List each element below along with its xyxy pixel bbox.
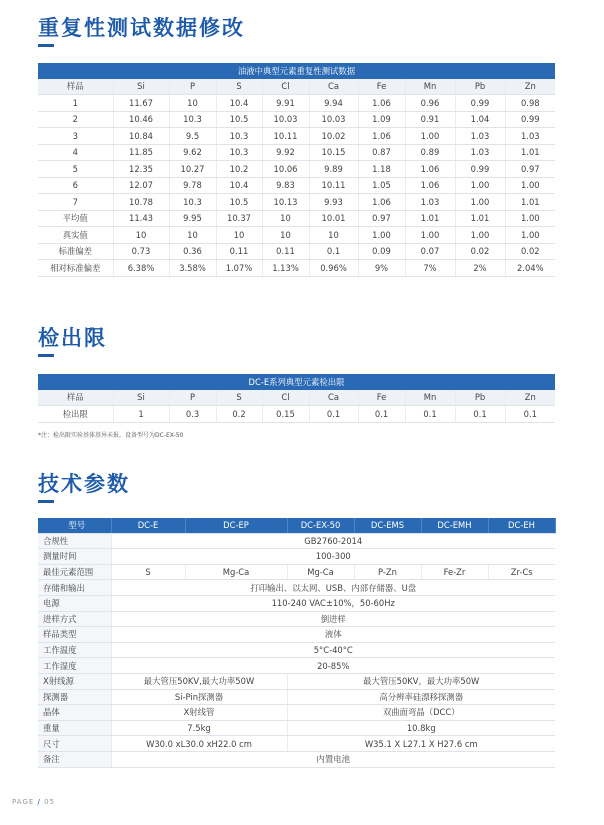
- table-cell: 1.00: [505, 177, 555, 194]
- table-row: [38, 111, 555, 128]
- spec-value: 110-240 VAC±10%，50-60Hz: [111, 595, 555, 611]
- table-cell: 1.03: [505, 128, 555, 145]
- row-label: 4: [38, 144, 113, 161]
- table-row: [38, 95, 555, 112]
- section-heading-tech-specs: 技术参数: [38, 472, 130, 496]
- row-label: 2: [38, 111, 113, 128]
- tech-specs-table: [38, 518, 556, 768]
- spec-value: Si-Pin探测器: [111, 689, 287, 705]
- table-cell: 10.3: [169, 111, 216, 128]
- spec-label: 重量: [38, 720, 111, 736]
- heading-underline: [38, 44, 54, 47]
- table-cell: 1.01: [505, 144, 555, 161]
- spec-row: [38, 533, 555, 549]
- spec-label: 探测器: [38, 689, 111, 705]
- model-label: 型号: [38, 518, 111, 533]
- spec-row: [38, 595, 555, 611]
- table-cell: 0.1: [405, 406, 455, 423]
- table-cell: 1.06: [358, 194, 405, 211]
- table-cell: 1.13%: [262, 260, 309, 277]
- spec-value: X射线管: [111, 705, 287, 721]
- spec-label: 晶体: [38, 705, 111, 721]
- table-cell: 10: [216, 227, 262, 244]
- table-row: [38, 177, 555, 194]
- table-cell: 1.00: [405, 227, 455, 244]
- spec-value: Fe-Zr: [421, 564, 488, 580]
- spec-label: 最佳元素范围: [38, 564, 111, 580]
- column-header: Fe: [358, 79, 405, 95]
- table-cell: 10.15: [309, 144, 358, 161]
- column-header: Pb: [455, 79, 505, 95]
- column-header: Ca: [309, 390, 358, 406]
- spec-value: 内置电池: [111, 751, 555, 767]
- heading-underline: [38, 354, 54, 357]
- table-cell: 1.00: [455, 194, 505, 211]
- spec-row: [38, 673, 555, 689]
- model-dc-eh: DC-EH: [488, 518, 555, 533]
- spec-value: 液体: [111, 627, 555, 643]
- table-cell: 10.11: [309, 177, 358, 194]
- table-cell: 0.1: [455, 406, 505, 423]
- table-cell: 9.62: [169, 144, 216, 161]
- table-cell: 1.06: [405, 177, 455, 194]
- column-header: Pb: [455, 390, 505, 406]
- table-cell: 0.2: [216, 406, 262, 423]
- table-cell: 9.91: [262, 95, 309, 112]
- table-cell: 0.98: [505, 95, 555, 112]
- table-cell: 2%: [455, 260, 505, 277]
- table-cell: 0.11: [262, 243, 309, 260]
- table-cell: 0.1: [309, 406, 358, 423]
- spec-label: X射线源: [38, 673, 111, 689]
- spec-label: 样品类型: [38, 627, 111, 643]
- row-label: 标准偏差: [38, 243, 113, 260]
- table-cell: 10.3: [216, 128, 262, 145]
- column-header: Zn: [505, 390, 555, 406]
- table-cell: 1.09: [358, 111, 405, 128]
- table-cell: 0.1: [358, 406, 405, 423]
- table-cell: 9.95: [169, 210, 216, 227]
- table-cell: 0.15: [262, 406, 309, 423]
- table-cell: 0.02: [505, 243, 555, 260]
- table-cell: 10.11: [262, 128, 309, 145]
- table-cell: 0.73: [113, 243, 169, 260]
- table-cell: 0.91: [405, 111, 455, 128]
- spec-value: Zr-Cs: [488, 564, 555, 580]
- table-cell: 9.5: [169, 128, 216, 145]
- table-cell: 9.94: [309, 95, 358, 112]
- column-header: Si: [113, 79, 169, 95]
- column-header: S: [216, 390, 262, 406]
- table-cell: 0.1: [505, 406, 555, 423]
- model-dc-e: DC-E: [111, 518, 185, 533]
- spec-value: 最大管压50KV，最大功率50W: [287, 673, 555, 689]
- table-cell: 1.01: [455, 210, 505, 227]
- table-cell: 1.06: [358, 128, 405, 145]
- table-cell: 1.04: [455, 111, 505, 128]
- spec-row: [38, 627, 555, 643]
- table-cell: 0.11: [216, 243, 262, 260]
- spec-row: [38, 751, 555, 767]
- spec-value: 7.5kg: [111, 720, 287, 736]
- detection-limit-table: [38, 374, 555, 423]
- row-label: 3: [38, 128, 113, 145]
- table-cell: 10.46: [113, 111, 169, 128]
- row-label: 真实值: [38, 227, 113, 244]
- table-cell: 1.06: [358, 95, 405, 112]
- spec-label: 尺寸: [38, 736, 111, 752]
- repeatability-table: [38, 63, 555, 291]
- table-cell: 0.99: [455, 95, 505, 112]
- model-dc-ep: DC-EP: [185, 518, 287, 533]
- table-cell: 7%: [405, 260, 455, 277]
- table-cell: 9%: [358, 260, 405, 277]
- table-cell: 9.78: [169, 177, 216, 194]
- table-cell: 10.5: [216, 194, 262, 211]
- page-label: PAGE: [12, 798, 35, 806]
- table-title: DC-E系列典型元素检出限: [38, 374, 555, 390]
- table-cell: 9.83: [262, 177, 309, 194]
- table-cell: 11.43: [113, 210, 169, 227]
- table-cell: 11.85: [113, 144, 169, 161]
- table-row: [38, 406, 555, 423]
- row-label: 平均值: [38, 210, 113, 227]
- table-cell: 1.07%: [216, 260, 262, 277]
- table-cell: 9.92: [262, 144, 309, 161]
- spec-label: 存储和输出: [38, 580, 111, 596]
- table-cell: 10: [169, 95, 216, 112]
- table-cell: 1.06: [405, 161, 455, 178]
- table-cell: 10.4: [216, 95, 262, 112]
- table-cell: 10: [309, 227, 358, 244]
- footnote: *注：检出限实验基体基异未报，设备型号为DC-EX-50: [38, 432, 184, 439]
- table-cell: 6.38%: [113, 260, 169, 277]
- table-cell: 10: [262, 210, 309, 227]
- table-cell: 10.06: [262, 161, 309, 178]
- table-cell: 10.03: [309, 111, 358, 128]
- column-header: P: [169, 390, 216, 406]
- spec-value: 打印输出、以太网、USB、内部存储器、U盘: [111, 580, 555, 596]
- spec-value: S: [111, 564, 185, 580]
- column-header: P: [169, 79, 216, 95]
- table-row: [38, 227, 555, 244]
- row-label: 5: [38, 161, 113, 178]
- column-header: Mn: [405, 79, 455, 95]
- table-cell: 9.93: [309, 194, 358, 211]
- table-cell: 1.18: [358, 161, 405, 178]
- table-cell: 10.02: [309, 128, 358, 145]
- table-cell: 1.00: [405, 128, 455, 145]
- heading-underline: [38, 500, 54, 503]
- table-cell: 10.84: [113, 128, 169, 145]
- table-cell: 10.03: [262, 111, 309, 128]
- table-cell: 12.35: [113, 161, 169, 178]
- table-row: [38, 260, 555, 277]
- table-cell: 0.96: [405, 95, 455, 112]
- table-spacer: [38, 276, 555, 291]
- table-title: 油液中典型元素重复性测试数据: [38, 63, 555, 79]
- table-cell: 1: [113, 406, 169, 423]
- spec-value: 100-300: [111, 549, 555, 565]
- column-header: Cl: [262, 390, 309, 406]
- spec-row: [38, 611, 555, 627]
- column-header: Si: [113, 390, 169, 406]
- spec-header-row: [38, 518, 555, 533]
- row-label: 1: [38, 95, 113, 112]
- table-header: [38, 79, 555, 95]
- page-footer: [12, 798, 55, 806]
- table-cell: 10.37: [216, 210, 262, 227]
- table-cell: 0.09: [358, 243, 405, 260]
- spec-value: W35.1 X L27.1 X H27.6 cm: [287, 736, 555, 752]
- table-cell: 0.99: [505, 111, 555, 128]
- table-header: [38, 390, 555, 406]
- spec-row: [38, 580, 555, 596]
- table-cell: 3.58%: [169, 260, 216, 277]
- column-header: 样品: [38, 390, 113, 406]
- column-header: S: [216, 79, 262, 95]
- table-cell: 0.99: [455, 161, 505, 178]
- column-header: Ca: [309, 79, 358, 95]
- table-cell: 0.07: [405, 243, 455, 260]
- table-row: [38, 128, 555, 145]
- spec-value: 高分辨率硅漂移探测器: [287, 689, 555, 705]
- section-heading-repeatability: 重复性测试数据修改: [38, 16, 245, 40]
- model-dc-ex-50: DC-EX-50: [287, 518, 354, 533]
- table-cell: 12.07: [113, 177, 169, 194]
- table-cell: 11.67: [113, 95, 169, 112]
- table-cell: 10.01: [309, 210, 358, 227]
- table-cell: 1.05: [358, 177, 405, 194]
- column-header: Mn: [405, 390, 455, 406]
- table-cell: 0.1: [309, 243, 358, 260]
- table-cell: 0.96%: [309, 260, 358, 277]
- table-cell: 0.36: [169, 243, 216, 260]
- table-row: [38, 161, 555, 178]
- page-number: 05: [44, 798, 56, 806]
- spec-row: [38, 720, 555, 736]
- table-cell: 10.3: [216, 144, 262, 161]
- table-cell: 0.02: [455, 243, 505, 260]
- table-cell: 10: [113, 227, 169, 244]
- table-cell: 1.01: [405, 210, 455, 227]
- spec-label: 工作温度: [38, 642, 111, 658]
- spec-label: 备注: [38, 751, 111, 767]
- table-cell: 10.3: [169, 194, 216, 211]
- spec-row: [38, 642, 555, 658]
- table-cell: 0.89: [405, 144, 455, 161]
- table-cell: 10.78: [113, 194, 169, 211]
- column-header: 样品: [38, 79, 113, 95]
- table-row: [38, 243, 555, 260]
- table-cell: 1.03: [455, 144, 505, 161]
- spec-value: 10.8kg: [287, 720, 555, 736]
- table-cell: 10.27: [169, 161, 216, 178]
- table-cell: 10: [169, 227, 216, 244]
- table-cell: 0.3: [169, 406, 216, 423]
- row-label: 相对标准偏差: [38, 260, 113, 277]
- spec-row: [38, 705, 555, 721]
- spec-value: 双曲面弯晶（DCC）: [287, 705, 555, 721]
- table-cell: 检出限: [38, 406, 113, 423]
- spec-row: [38, 549, 555, 565]
- spec-label: 测量时间: [38, 549, 111, 565]
- column-header: Fe: [358, 390, 405, 406]
- table-cell: 10.13: [262, 194, 309, 211]
- table-cell: 1.00: [455, 227, 505, 244]
- table-cell: 0.97: [358, 210, 405, 227]
- column-header: Zn: [505, 79, 555, 95]
- model-dc-ems: DC-EMS: [354, 518, 421, 533]
- spec-value: 倒进样: [111, 611, 555, 627]
- spec-label: 进样方式: [38, 611, 111, 627]
- table-cell: 10.2: [216, 161, 262, 178]
- section-heading-detection-limit: 检出限: [38, 326, 107, 350]
- table-cell: 10.5: [216, 111, 262, 128]
- table-cell: 1.01: [505, 194, 555, 211]
- spec-value: P-Zn: [354, 564, 421, 580]
- spec-label: 工作湿度: [38, 658, 111, 674]
- table-row: [38, 194, 555, 211]
- table-cell: 1.00: [505, 227, 555, 244]
- spec-value: W30.0 xL30.0 xH22.0 cm: [111, 736, 287, 752]
- spec-row: [38, 736, 555, 752]
- spec-row: [38, 689, 555, 705]
- spec-value: 最大管压50KV,最大功率50W: [111, 673, 287, 689]
- table-cell: 1.00: [358, 227, 405, 244]
- spec-label: 电源: [38, 595, 111, 611]
- table-cell: 0.87: [358, 144, 405, 161]
- model-dc-emh: DC-EMH: [421, 518, 488, 533]
- table-cell: 1.03: [405, 194, 455, 211]
- table-cell: 0.97: [505, 161, 555, 178]
- spec-value: Mg-Ca: [185, 564, 287, 580]
- page-separator: /: [34, 798, 45, 806]
- table-row: [38, 210, 555, 227]
- spec-value: GB2760-2014: [111, 533, 555, 549]
- table-cell: 10: [262, 227, 309, 244]
- table-cell: 2.04%: [505, 260, 555, 277]
- table-cell: 10.4: [216, 177, 262, 194]
- spec-label: 合规性: [38, 533, 111, 549]
- row-label: 6: [38, 177, 113, 194]
- row-label: 7: [38, 194, 113, 211]
- spec-value: Mg-Ca: [287, 564, 354, 580]
- table-cell: 1.03: [455, 128, 505, 145]
- column-header: Cl: [262, 79, 309, 95]
- spec-row: [38, 564, 555, 580]
- table-cell: 1.00: [505, 210, 555, 227]
- spec-value: 20-85%: [111, 658, 555, 674]
- table-row: [38, 144, 555, 161]
- table-cell: 1.00: [455, 177, 505, 194]
- spec-value: 5°C-40°C: [111, 642, 555, 658]
- spec-row: [38, 658, 555, 674]
- table-cell: 9.89: [309, 161, 358, 178]
